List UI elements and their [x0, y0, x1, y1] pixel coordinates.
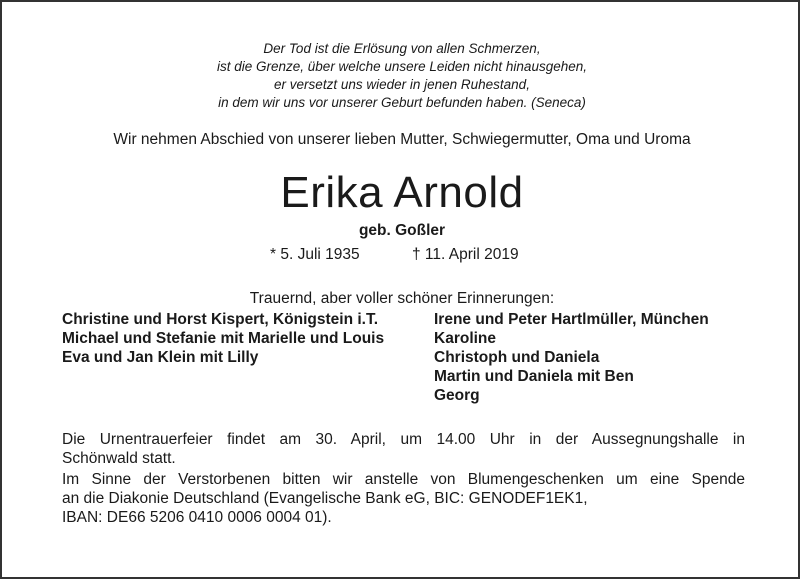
quote-line: er versetzt uns wieder in jenen Ruhestand, — [274, 77, 530, 92]
mourner-entry: Georg — [434, 387, 480, 404]
donation-line: Im Sinne der Verstorbenen bitten wir anstelle von Blumengeschenken um eine Spende — [62, 471, 745, 488]
donation-request — [62, 470, 745, 527]
mourning-intro: Trauernd, aber voller schöner Erinnerungen: — [249, 290, 555, 307]
quote-line: Der Tod ist die Erlösung von allen Schmerzen, — [263, 41, 541, 56]
ceremony-line: Die Urnentrauerfeier findet am 30. April, um 14.00 Uhr in der Aussegnungshalle in — [62, 431, 745, 448]
farewell-intro: Wir nehmen Abschied von unserer lieben Mutter, Schwiegermutter, Oma und Uroma — [113, 131, 691, 148]
seneca-quote — [2, 40, 800, 112]
ceremony-info — [62, 430, 745, 468]
ceremony-line: Schönwald statt. — [62, 450, 176, 467]
maiden-name: geb. Goßler — [358, 222, 446, 239]
donation-line: IBAN: DE66 5206 0410 0006 0004 01). — [62, 509, 332, 526]
mourners-right-column — [434, 310, 709, 405]
life-dates — [270, 245, 570, 265]
deceased-name: Erika Arnold — [280, 168, 524, 217]
mourners-left-column — [62, 310, 384, 367]
mourner-entry: Christine und Horst Kispert, Königstein i.T. — [62, 311, 379, 328]
mourner-entry: Christoph und Daniela — [434, 349, 600, 366]
mourner-entry: Eva und Jan Klein mit Lilly — [62, 349, 259, 366]
donation-line: an die Diakonie Deutschland (Evangelische Bank eG, BIC: GENODEF1EK1, — [62, 490, 588, 507]
mourner-entry: Irene und Peter Hartlmüller, München — [434, 311, 709, 328]
mourner-entry: Karoline — [434, 330, 497, 347]
quote-line: ist die Grenze, über welche unsere Leiden nicht hinausgehen, — [217, 59, 587, 74]
birth-date: * 5. Juli 1935 — [270, 246, 360, 263]
mourner-entry: Martin und Daniela mit Ben — [434, 368, 634, 385]
death-date: † 11. April 2019 — [412, 246, 519, 263]
quote-line: in dem wir uns vor unserer Geburt befunden haben. (Seneca) — [218, 95, 586, 110]
mourner-entry: Michael und Stefanie mit Marielle und Louis — [62, 330, 385, 347]
